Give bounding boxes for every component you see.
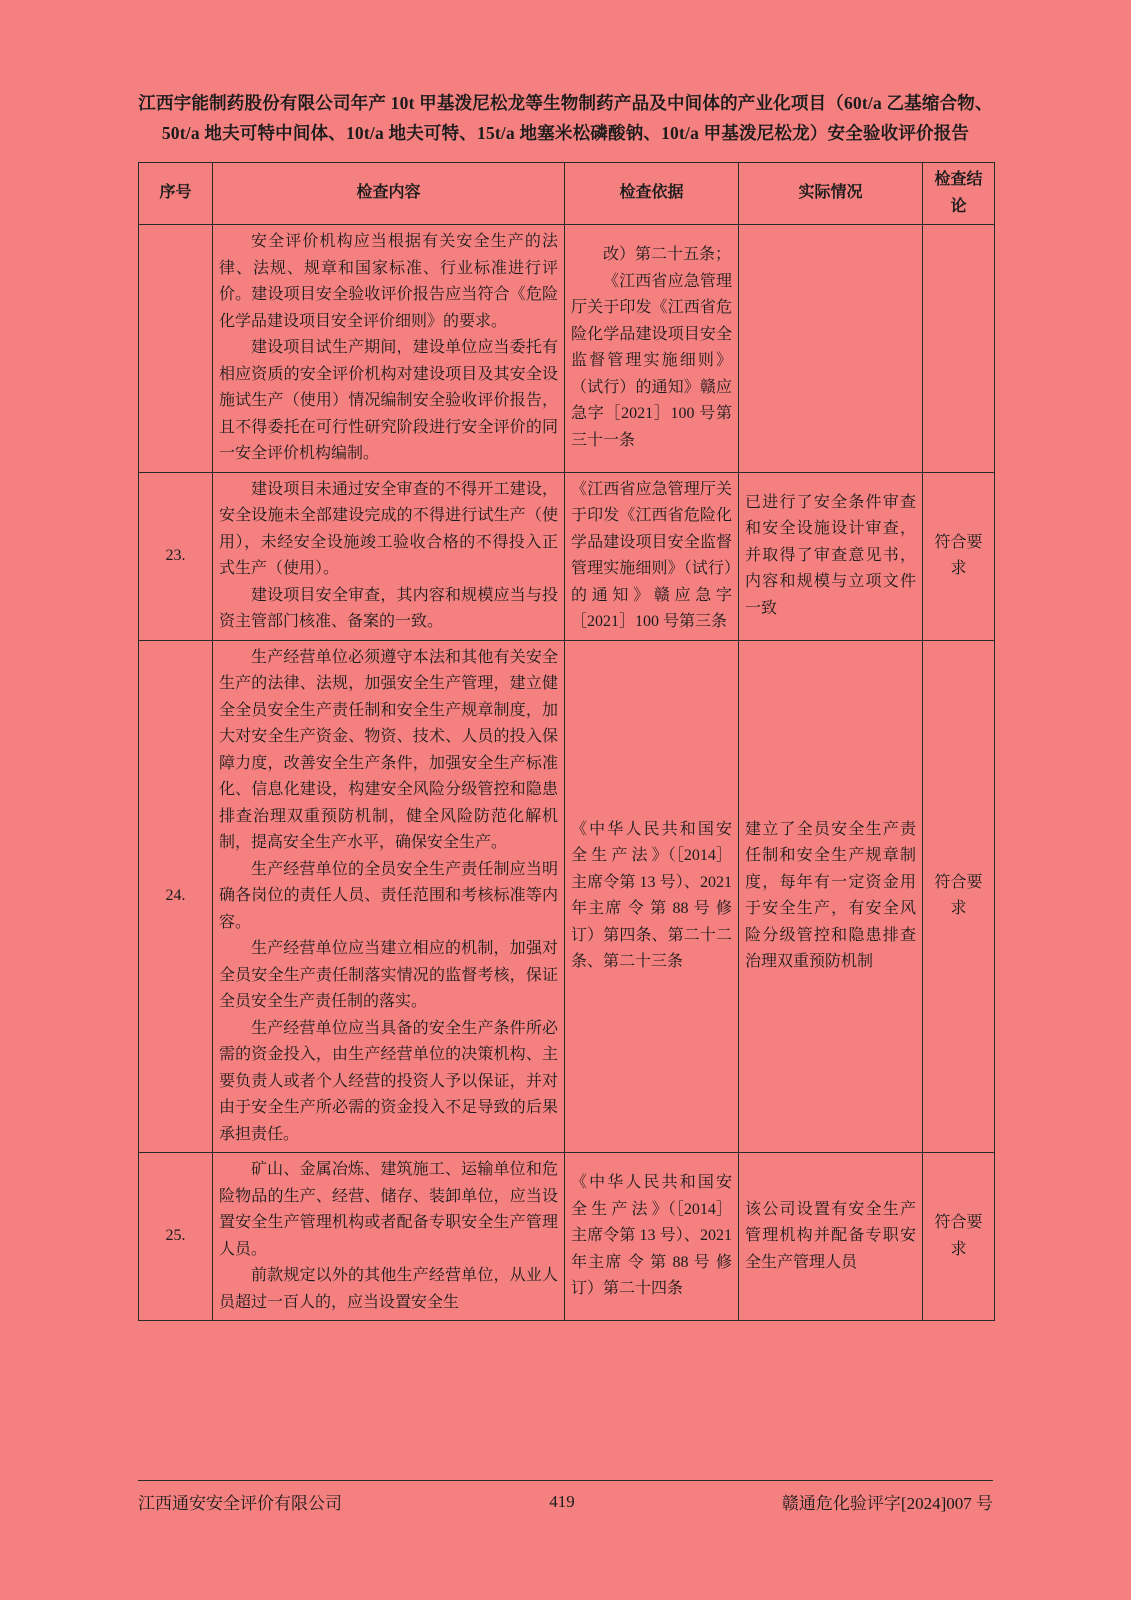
cell-conclusion xyxy=(923,225,995,473)
table-row xyxy=(139,1153,995,1321)
footer-page-number: 419 xyxy=(549,1491,575,1511)
cell-basis: 改）第二十五条； 《江西省应急管理厅关于印发《江西省危险化学品建设项目安全监督管理实施细则》（试行）的通知》赣应急字［2021］100 号第三十一条 xyxy=(565,225,739,473)
cell-actual: 建立了全员安全生产责任制和安全生产规章制度，每年有一定资金用于安全生产，有安全风险分级管控和隐患排查治理双重预防机制 xyxy=(739,640,923,1153)
cell-content: 建设项目未通过安全审查的不得开工建设，安全设施未全部建设完成的不得进行试生产（使用），未经安全设施竣工验收合格的不得投入正式生产（使用）。 建设项目安全审查，其内容和规模应当与投资主管部门核准、备案的一致。 xyxy=(213,472,565,640)
cell-conclusion: 符合要求 xyxy=(923,472,995,640)
column-header-conclusion: 检查结论 xyxy=(923,163,995,225)
table-row xyxy=(139,640,995,1153)
page-footer xyxy=(138,1480,993,1514)
cell-actual: 已进行了安全条件审查和安全设施设计审查，并取得了审查意见书，内容和规模与立项文件一致 xyxy=(739,472,923,640)
cell-basis: 《中华人民共和国安 全 生 产 法 》（［2014］主席令第 13 号）、2021 年主席 令 第 88 号 修订）第二十四条 xyxy=(565,1153,739,1321)
inspection-table xyxy=(138,162,995,1321)
cell-content: 生产经营单位必须遵守本法和其他有关安全生产的法律、法规，加强安全生产管理，建立健全全员安全生产责任制和安全生产规章制度，加大对安全生产资金、物资、技术、人员的投入保障力度，改善安全生产条件，加强安全生产标准化、信息化建设，构建安全风险分级管控和隐患排查治理双重预防机制，健全风险防范化解机制，提高安全生产水平，确保安全生产。 生产经营单位的全员安全生产责任制应当明确各岗位的责任人员、责任范围和考核标准等内容。 生产经营单位应当建立相应的机制，加强对全员安全生产责任制落实情况的监督考核，保证全员安全生产责任制的落实。 生产经营单位应当具备的安全生产条件所必需的资金投入，由生产经营单位的决策机构、主要负责人或者个人经营的投资人予以保证，并对由于安全生产所必需的资金投入不足导致的后果承担责任。 xyxy=(213,640,565,1153)
cell-basis: 《中华人民共和国安 全 生 产 法 》（［2014］主席令第 13 号）、2021 年主席 令 第 88 号 修订）第四条、第二十二条、第二十三条 xyxy=(565,640,739,1153)
column-header-basis: 检查依据 xyxy=(565,163,739,225)
table-row xyxy=(139,225,995,473)
cell-actual: 该公司设置有安全生产管理机构并配备专职安全生产管理人员 xyxy=(739,1153,923,1321)
column-header-content: 检查内容 xyxy=(213,163,565,225)
cell-content: 矿山、金属冶炼、建筑施工、运输单位和危险物品的生产、经营、储存、装卸单位，应当设置安全生产管理机构或者配备专职安全生产管理人员。 前款规定以外的其他生产经营单位，从业人员超过一百人的，应当设置安全生 xyxy=(213,1153,565,1321)
cell-no xyxy=(139,225,213,473)
column-header-no: 序号 xyxy=(139,163,213,225)
page-title: 江西宇能制药股份有限公司年产 10t 甲基泼尼松龙等生物制药产品及中间体的产业化项目（60t/a 乙基缩合物、50t/a 地夫可特中间体、10t/a 地夫可特、15t/a 地塞米松磷酸钠、10t/a 甲基泼尼松龙）安全验收评价报告 xyxy=(138,93,993,143)
table-header-row xyxy=(139,163,995,225)
cell-no: 25. xyxy=(139,1153,213,1321)
cell-conclusion: 符合要求 xyxy=(923,640,995,1153)
footer-company: 江西通安安全评价有限公司 xyxy=(138,1494,342,1513)
footer-report-number: 赣通危化验评字[2024]007 号 xyxy=(781,1494,993,1513)
table-row xyxy=(139,472,995,640)
cell-basis: 《江西省应急管理厅关于印发《江西省危险化学品建设项目安全监督管理实施细则》（试行）的通知》赣应急字［2021］100 号第三条 xyxy=(565,472,739,640)
cell-actual xyxy=(739,225,923,473)
column-header-actual: 实际情况 xyxy=(739,163,923,225)
cell-no: 24. xyxy=(139,640,213,1153)
cell-no: 23. xyxy=(139,472,213,640)
cell-content: 安全评价机构应当根据有关安全生产的法律、法规、规章和国家标准、行业标准进行评价。建设项目安全验收评价报告应当符合《危险化学品建设项目安全评价细则》的要求。 建设项目试生产期间，建设单位应当委托有相应资质的安全评价机构对建设项目及其安全设施试生产（使用）情况编制安全验收评价报告，且不得委托在可行性研究阶段进行安全评价的同一安全评价机构编制。 xyxy=(213,225,565,473)
cell-conclusion: 符合要求 xyxy=(923,1153,995,1321)
